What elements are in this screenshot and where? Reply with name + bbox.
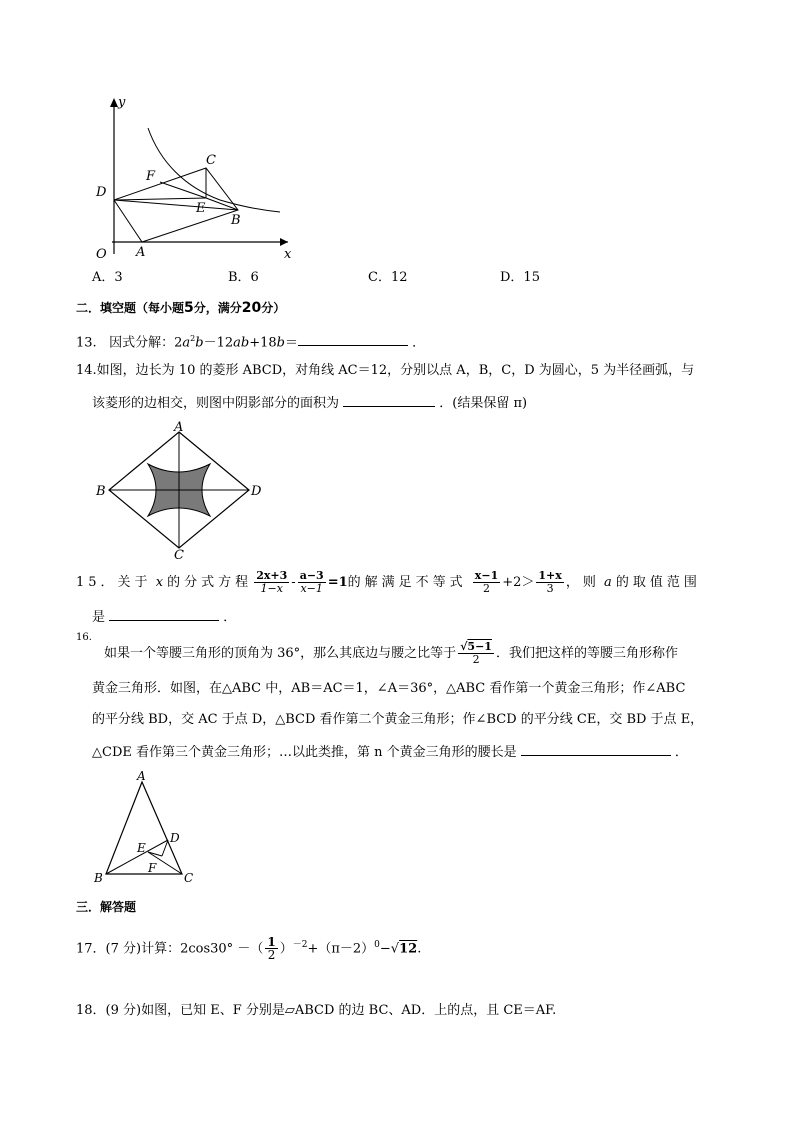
figure-q14-rhombus	[92, 418, 268, 560]
section2-title: 二．填空题（每小题5分，满分20分）	[76, 300, 286, 316]
question-14-line2: 该菱形的边相交，则图中阴影部分的面积为 ．(结果保留 π)	[92, 396, 528, 411]
question-16-line2: 黄金三角形．如图，在△ABC 中，AB＝AC＝1，∠A＝36°，△ABC 看作第一个黄金三角形；作∠ABC	[92, 681, 686, 696]
q12-option-c: C．12	[368, 270, 408, 285]
q15-answer-blank[interactable]	[109, 608, 219, 621]
question-15-line1: 15．关于 x 的分式方程 $\frac{2x+3}{1-x}$ - $\frac{a-3}{x-1}$ =1的解满足不等式 $\frac{x-1}{2}$ +2＞ $\frac{1+x}{3}$ ，则 a 的取值范围	[76, 569, 701, 595]
q12-option-d: D．15	[500, 270, 540, 285]
fig12-label-a: A	[136, 245, 146, 260]
question-13: 13. 因式分解：$2a^2b-12ab+18b=$ ．	[76, 334, 426, 351]
fig14-label-b: B	[96, 484, 106, 499]
q12-option-a: A．3	[92, 270, 123, 285]
fig16-label-b: B	[94, 871, 103, 885]
question-16-line4: △CDE 看作第三个黄金三角形；…以此类推，第 n 个黄金三角形的腰长是 ．	[92, 745, 688, 760]
fig16-label-d: D	[170, 831, 180, 845]
question-16-number: 16.	[76, 632, 92, 643]
question-14-line1: 14.如图，边长为 10 的菱形 ABCD，对角线 AC＝12，分别以点 A，B，C，D 为圆心，5 为半径画弧，与	[76, 363, 695, 378]
fig12-label-y: y	[118, 95, 126, 110]
figure-q16-golden-triangle	[90, 770, 202, 888]
q15-fraction-3: $\frac{x-1}{2}$	[474, 569, 499, 595]
fig16-label-f: F	[148, 861, 157, 875]
q15-fraction-4: $\frac{1+x}{3}$	[538, 569, 562, 595]
fig12-label-d: D	[96, 185, 107, 200]
fig12-label-o: O	[96, 247, 107, 260]
fig12-label-b: B	[231, 213, 241, 228]
question-17: 17．(7 分)计算：2cos30° －（ $\frac{1}{2}$ ）$^{-2}+(\pi-2)^0-√12$.	[76, 935, 422, 963]
fig12-label-c: C	[206, 153, 216, 168]
section3-title: 三．解答题	[76, 900, 137, 914]
fig16-label-c: C	[184, 871, 194, 885]
fig12-label-x: x	[284, 247, 292, 260]
fig12-label-f: F	[146, 169, 156, 184]
fig16-label-a: A	[137, 770, 146, 783]
question-18: 18．(9 分)如图，已知 E、F 分别是▱ABCD 的边 BC、AD．上的点，且 CE＝AF.	[76, 1003, 557, 1018]
q16-answer-blank[interactable]	[521, 743, 671, 756]
q15-fraction-1: $\frac{2x+3}{1-x}$	[256, 569, 288, 595]
figure-q12-coordinate-graph	[90, 92, 300, 260]
q12-option-b: B．6	[228, 270, 259, 285]
q16-golden-ratio: $\frac{√5-1}{2}$	[460, 640, 492, 666]
q14-answer-blank[interactable]	[343, 394, 435, 407]
fig16-label-e: E	[137, 841, 146, 855]
question-15-line2: 是 ．	[92, 610, 237, 625]
fig14-label-d: D	[251, 484, 262, 499]
fig14-label-a: A	[174, 420, 184, 435]
q13-answer-blank[interactable]	[298, 333, 408, 346]
fig14-label-c: C	[174, 548, 184, 560]
fig12-label-e: E	[196, 201, 206, 216]
q15-fraction-2: $\frac{a-3}{x-1}$	[299, 569, 324, 595]
q17-fraction: $\frac{1}{2}$	[267, 935, 276, 963]
question-16-line3: 的平分线 BD，交 AC 于点 D，△BCD 看作第二个黄金三角形；作∠BCD 的平分线 CE，交 BD 于点 E，	[92, 712, 704, 727]
question-16-line1: 如果一个等腰三角形的顶角为 36°，那么其底边与腰之比等于 $\frac{√5-1}{2}$ ．我们把这样的等腰三角形称作	[104, 640, 678, 666]
